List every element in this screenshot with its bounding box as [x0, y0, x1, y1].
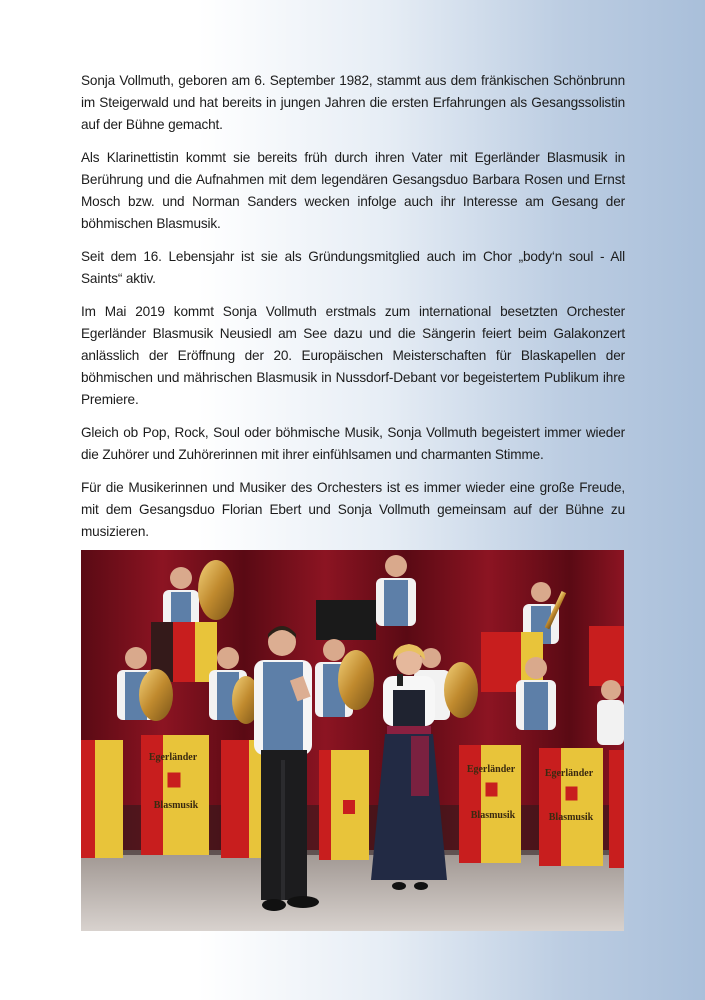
banner-4 [319, 750, 369, 860]
banner-2 [141, 735, 209, 855]
banner-5 [459, 745, 521, 863]
paragraph-2: Als Klarinettistin kommt sie bereits früh durch ihren Vater mit Egerländer Blasmusik in Berührung und die Aufnahmen mit dem legendären Gesangsduo Barbara Rosen und Ernst Mosch bzw. und Norman Sanders wecken infolge auch ihr Interesse am Gesang der böhmischen Blasmusik. [81, 150, 625, 231]
paragraph-1: Sonja Vollmuth, geboren am 6. September 1982, stammt aus dem fränkischen Schönbrunn im Steigerwald und hat bereits in jungen Jahren die ersten Erfahrungen als Gesangssolistin auf der Bühne gemacht. [81, 73, 625, 132]
banner-1 [81, 740, 123, 858]
banner-6-line1: Egerländer [544, 768, 594, 779]
paragraph-5: Gleich ob Pop, Rock, Soul oder böhmische Musik, Sonja Vollmuth begeistert immer wieder die Zuhörer und Zuhörerinnen mit ihrer einfühlsamen und charmanten Stimme. [81, 425, 625, 462]
banner-3 [221, 740, 261, 858]
front-banners [81, 735, 624, 868]
banner-2-line2: Blasmusik [153, 800, 199, 811]
concert-scene [81, 550, 624, 931]
banner-5-line1: Egerländer [466, 764, 516, 775]
banner-7 [609, 750, 624, 868]
banner-5-line2: Blasmusik [470, 810, 516, 821]
banner-6 [539, 748, 603, 866]
banner-2-line1: Egerländer [148, 752, 198, 763]
concert-photo [81, 550, 624, 931]
article-text [81, 70, 625, 554]
paragraph-6: Für die Musikerinnen und Musiker des Orchesters ist es immer wieder eine große Freude, mit dem Gesangsduo Florian Ebert und Sonja Vollmuth gemeinsam auf der Bühne zu musizieren. [81, 480, 625, 539]
paragraph-4: Im Mai 2019 kommt Sonja Vollmuth erstmals zum international besetzten Orchester Egerländer Blasmusik Neusiedl am See dazu und die Sängerin feiert beim Galakonzert anlässlich der Eröffnung der 20. Europäischen Meisterschaften für Blaskapellen der böhmischen und mährischen Blasmusik in Nussdorf-Debant vor begeistertem Publikum ihre Premiere. [81, 304, 625, 407]
banner-6-line2: Blasmusik [548, 812, 594, 823]
paragraph-3: Seit dem 16. Lebensjahr ist sie als Gründungsmitglied auch im Chor „body‘n soul - All Saints“ aktiv. [81, 249, 625, 286]
